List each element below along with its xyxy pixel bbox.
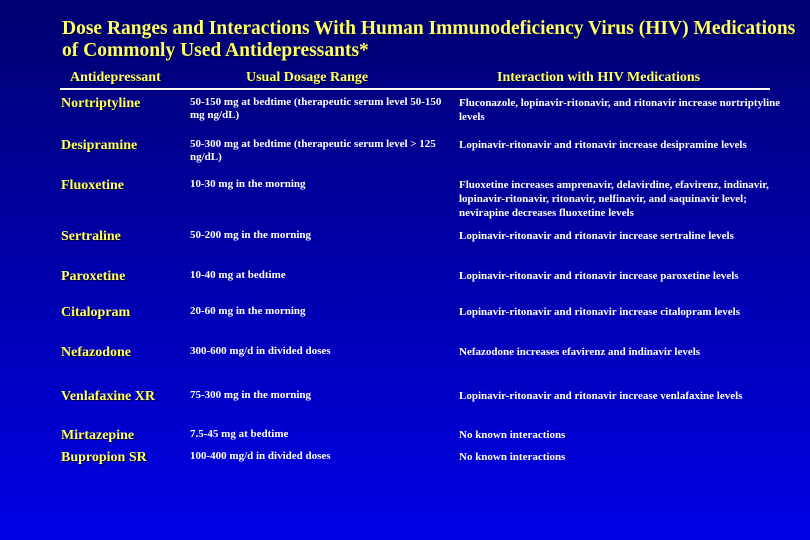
hiv-interaction: Lopinavir-ritonavir and ritonavir increase desipramine levels <box>459 139 747 151</box>
dose-range: 10-30 mg in the morning <box>190 178 306 190</box>
hiv-interaction: No known interactions <box>459 429 566 441</box>
dose-range: 50-300 mg at bedtime (therapeutic serum level > 125 ng/dL) <box>190 138 436 163</box>
header-rule <box>60 88 770 90</box>
drug-name: Citalopram <box>61 305 131 320</box>
hiv-interaction: No known interactions <box>459 451 566 463</box>
header-antidepressant: Antidepressant <box>70 70 161 85</box>
header-dosage: Usual Dosage Range <box>246 70 369 85</box>
drug-name: Sertraline <box>61 229 121 244</box>
hiv-interaction: Fluconazole, lopinavir-ritonavir, and ritonavir increase nortriptyline levels <box>459 97 781 123</box>
drug-name: Venlafaxine XR <box>61 389 155 404</box>
dose-range: 300-600 mg/d in divided doses <box>190 345 331 357</box>
drug-name: Bupropion SR <box>61 450 147 465</box>
dose-range: 50-150 mg at bedtime (therapeutic serum level 50-150 mg ng/dL) <box>190 96 442 121</box>
hiv-interaction: Lopinavir-ritonavir and ritonavir increase venlafaxine levels <box>459 390 743 402</box>
drug-name: Fluoxetine <box>61 178 124 193</box>
hiv-interaction: Lopinavir-ritonavir and ritonavir increase paroxetine levels <box>459 270 739 282</box>
dose-range: 10-40 mg at bedtime <box>190 269 286 281</box>
hiv-interaction: Fluoxetine increases amprenavir, delavirdine, efavirenz, indinavir, lopinavir-ritonavir, ritonavir, nelfinavir, and saquinavir level; nevirapine decreases fluoxetine levels <box>459 179 769 219</box>
dose-range: 75-300 mg in the morning <box>190 389 311 401</box>
hiv-interaction: Nefazodone increases efavirenz and indinavir levels <box>459 346 701 358</box>
dose-range: 50-200 mg in the morning <box>190 229 311 241</box>
dose-range: 100-400 mg/d in divided doses <box>190 450 331 462</box>
slide-title: Dose Ranges and Interactions With Human Immunodeficiency Virus (HIV) Medications of Commonly Used Antidepressants* <box>62 18 796 61</box>
drug-name: Nefazodone <box>61 345 131 360</box>
drug-name: Paroxetine <box>61 269 126 284</box>
drug-name: Nortriptyline <box>61 96 141 111</box>
hiv-interaction: Lopinavir-ritonavir and ritonavir increase sertraline levels <box>459 230 734 242</box>
dose-range: 20-60 mg in the morning <box>190 305 306 317</box>
dose-range: 7.5-45 mg at bedtime <box>190 428 289 440</box>
drug-name: Desipramine <box>61 138 138 153</box>
hiv-interaction: Lopinavir-ritonavir and ritonavir increase citalopram levels <box>459 306 740 318</box>
drug-name: Mirtazepine <box>61 428 135 443</box>
header-interaction: Interaction with HIV Medications <box>497 70 701 85</box>
